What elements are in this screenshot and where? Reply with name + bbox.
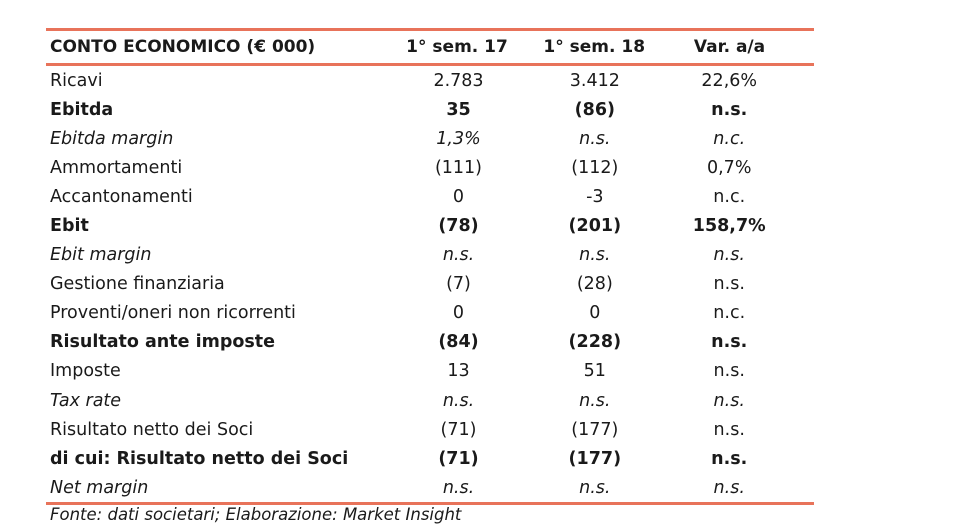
row-value-h1-17: (7) [446,274,471,295]
row-value-yoy: 22,6% [701,70,758,91]
row-label: Risultato netto dei Soci [50,419,254,440]
table-row [46,357,814,386]
row-value-h1-17: n.s. [442,245,475,266]
row-value-h1-18: n.s. [579,390,611,411]
header-col-yoy: Var. a/a [693,37,766,57]
row-value-yoy: n.s. [713,390,745,411]
header-col-h1-17: 1° sem. 17 [406,37,508,57]
row-value-h1-17: 13 [447,361,470,382]
row-value-h1-17: 0 [452,303,465,324]
row-value-yoy: n.s. [711,99,748,120]
header-col-h1-18: 1° sem. 18 [543,37,646,57]
table-header [46,31,814,63]
row-value-h1-18: (86) [574,99,615,120]
row-value-yoy: n.s. [713,419,745,440]
row-value-yoy: n.s. [713,274,745,295]
row-value-yoy: n.c. [713,303,746,324]
table-row [46,211,814,240]
row-value-h1-18: (28) [576,274,613,295]
table-row [46,386,814,415]
row-value-h1-17: 35 [446,99,471,120]
table-row [46,182,814,211]
row-value-h1-17: (71) [440,419,477,440]
table-row [46,270,814,299]
source-note: Fonte: dati societari; Elaborazione: Market Insight [50,505,462,524]
row-label: Ebitda [50,99,114,120]
row-value-h1-18: n.s. [579,245,611,266]
row-value-yoy: 158,7% [692,216,766,237]
table-row [46,444,814,473]
row-label: Proventi/oneri non ricorrenti [50,303,296,324]
row-label: Net margin [50,477,149,498]
table-row [46,66,814,95]
table-row [46,153,814,182]
row-value-yoy: n.s. [713,477,745,498]
row-label: Risultato ante imposte [50,332,276,353]
row-value-yoy: n.s. [711,448,748,469]
row-value-h1-18: (112) [571,157,619,178]
row-label: Ebitda margin [50,128,174,149]
table-row [46,95,814,124]
row-value-h1-18: n.s. [579,477,611,498]
row-label: Accantonamenti [50,186,193,207]
row-value-h1-17: 2.783 [433,70,484,91]
row-value-h1-18: (177) [568,448,622,469]
row-value-yoy: n.c. [713,186,746,207]
row-label: di cui: Risultato netto dei Soci [50,448,349,469]
row-value-h1-18: -3 [586,186,604,207]
row-value-h1-18: 3.412 [569,70,620,91]
row-value-yoy: n.s. [713,361,745,382]
table-row [46,241,814,270]
table-row [46,473,814,502]
row-value-h1-17: n.s. [442,477,475,498]
row-value-h1-17: 1,3% [436,128,481,149]
table-row [46,124,814,153]
row-value-h1-17: n.s. [442,390,475,411]
row-value-h1-17: 0 [452,186,465,207]
row-label: Gestione finanziaria [50,274,225,295]
row-value-yoy: n.s. [711,332,748,353]
table-row [46,299,814,328]
income-statement-table [46,28,814,505]
row-label: Imposte [50,361,121,382]
row-label: Ammortamenti [50,157,183,178]
row-value-h1-18: 0 [589,303,601,324]
row-value-h1-17: (78) [438,216,479,237]
row-label: Ebit [50,216,89,237]
row-value-h1-17: (71) [438,448,479,469]
table-row [46,328,814,357]
row-value-h1-18: (228) [568,332,622,353]
row-value-h1-18: (177) [571,419,619,440]
row-value-h1-18: (201) [568,216,622,237]
row-label: Ricavi [50,70,103,91]
row-value-yoy: n.c. [713,128,746,149]
row-value-h1-18: n.s. [579,128,611,149]
row-value-yoy: n.s. [713,245,745,266]
header-label: CONTO ECONOMICO (€ 000) [50,37,316,57]
table-body [46,66,814,502]
table-row [46,415,814,444]
row-value-h1-18: 51 [583,361,606,382]
row-label: Tax rate [50,390,122,411]
row-value-h1-17: (111) [434,157,483,178]
row-label: Ebit margin [50,245,152,266]
row-value-h1-17: (84) [438,332,479,353]
row-value-yoy: 0,7% [706,157,752,178]
